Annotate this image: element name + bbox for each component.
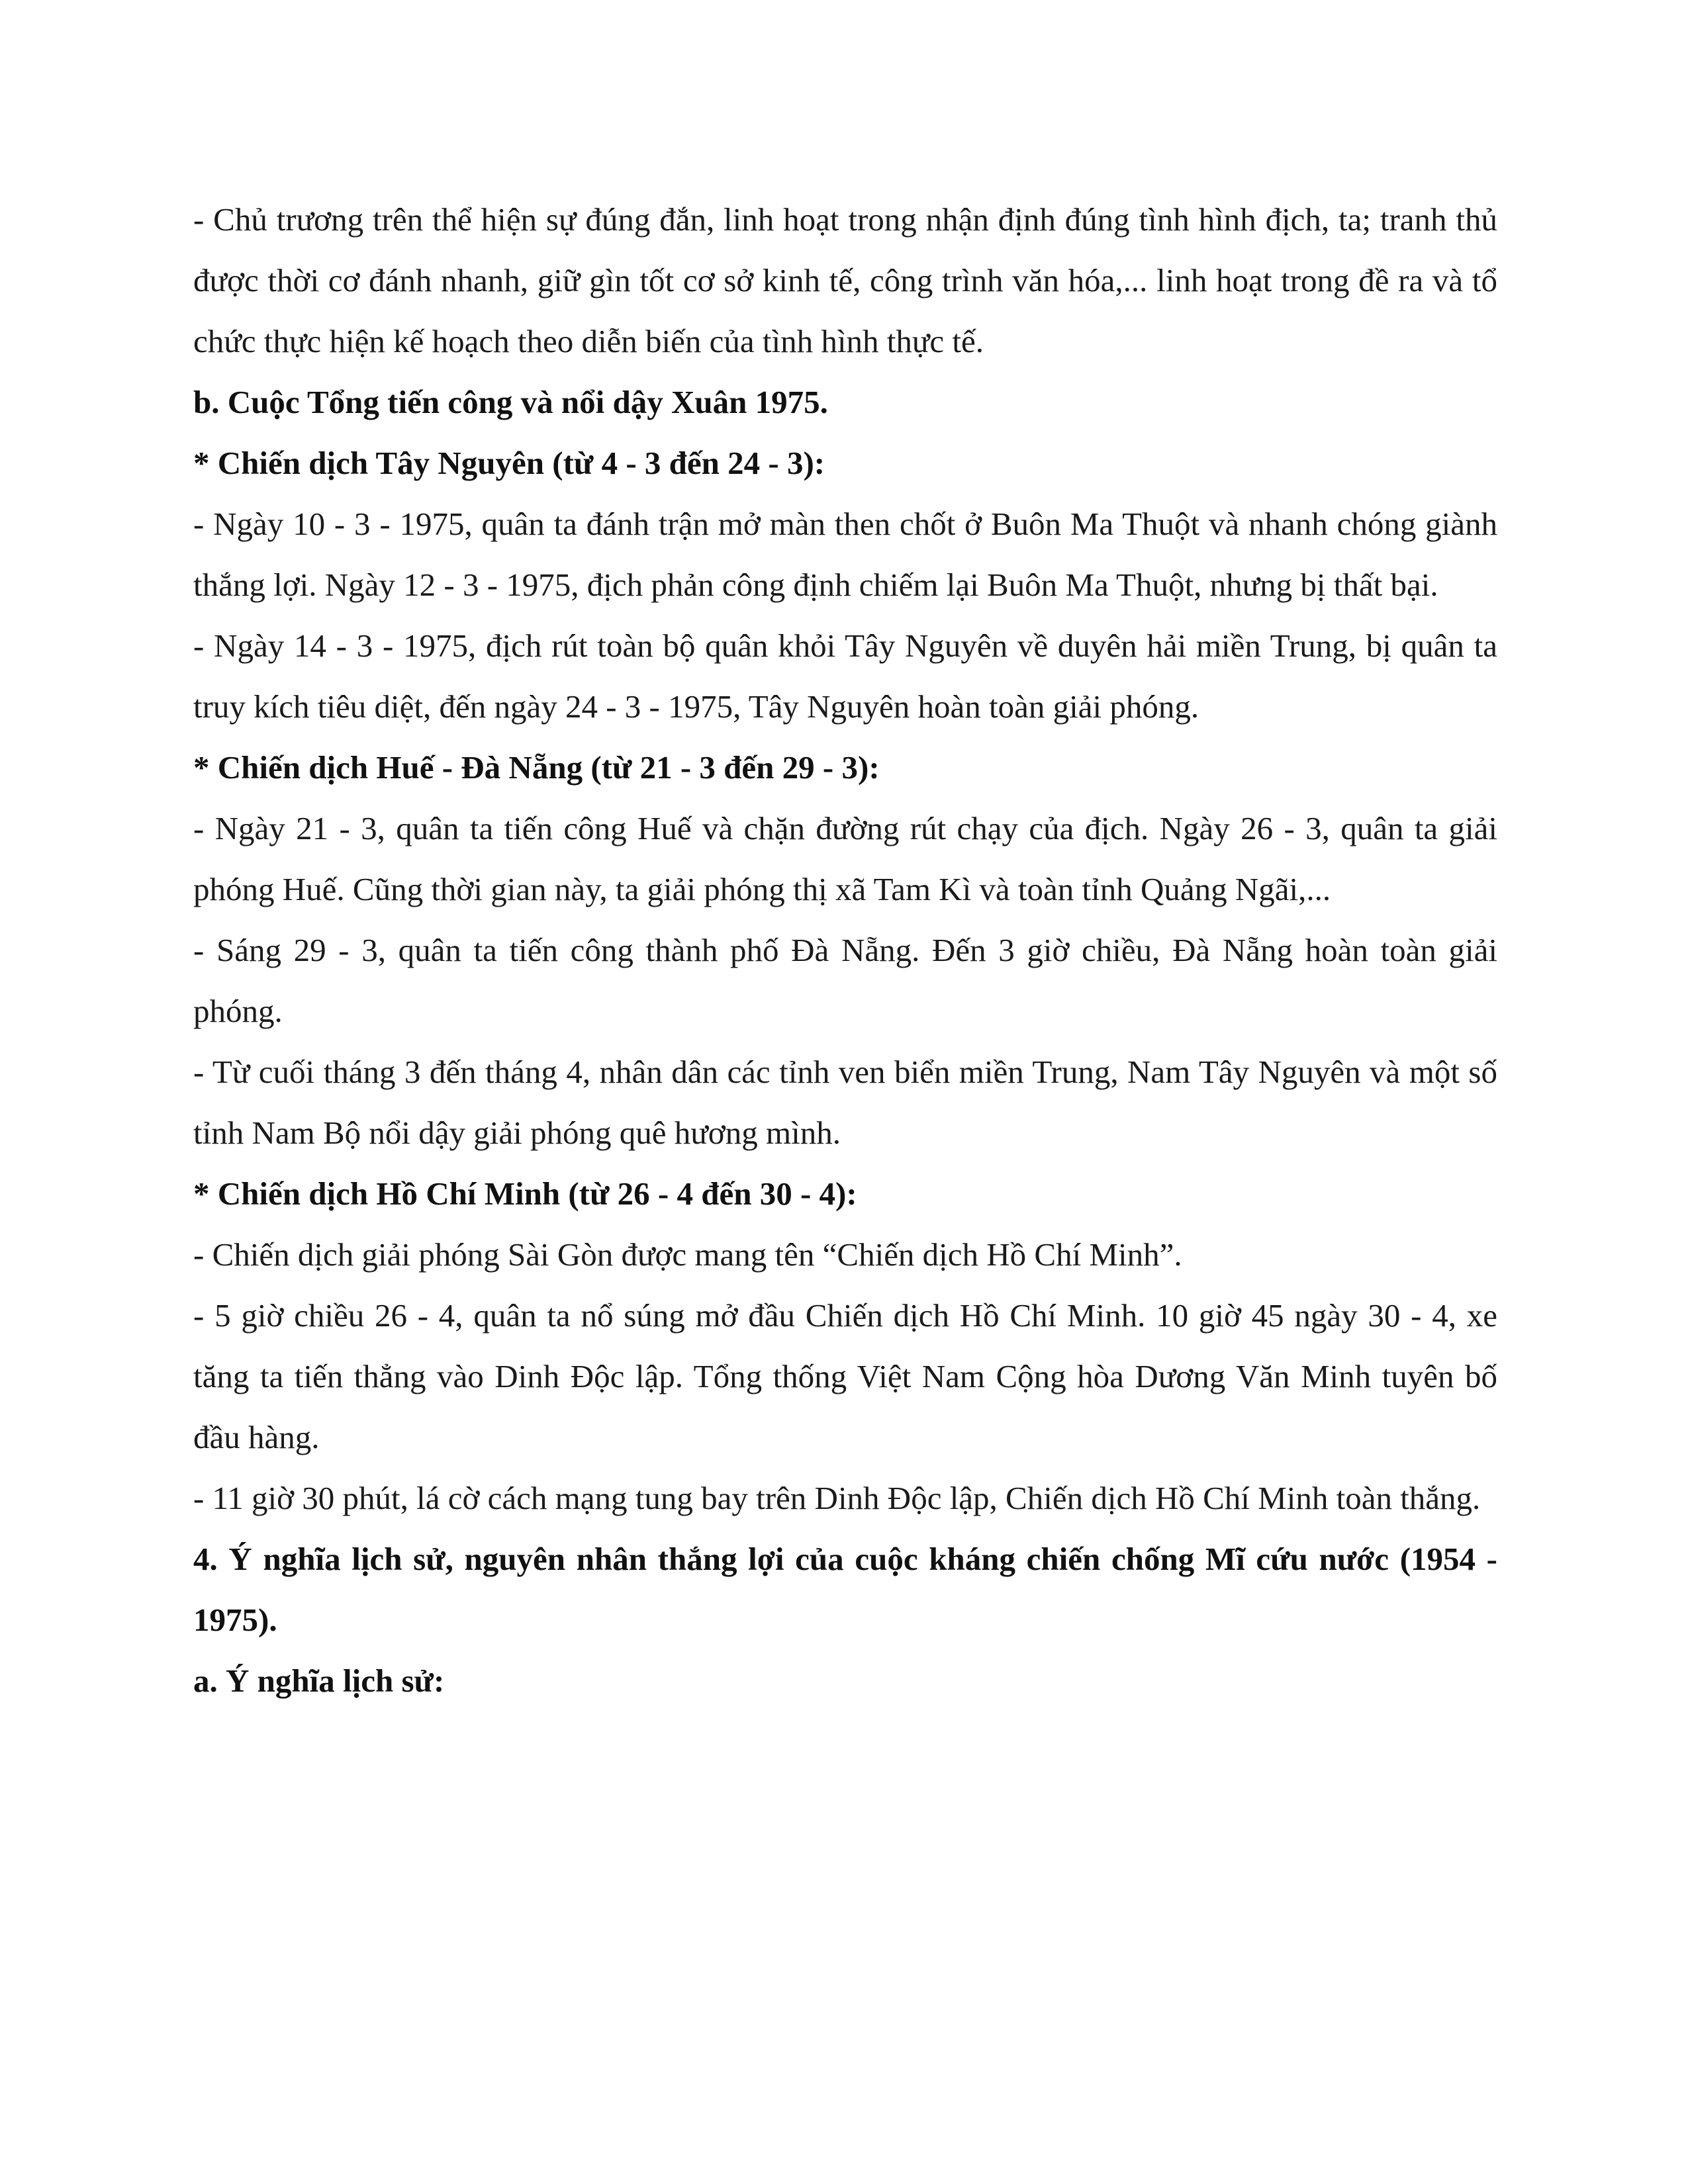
heading-historical-significance: a. Ý nghĩa lịch sử:: [193, 1662, 445, 1699]
heading-general-offensive-1975: b. Cuộc Tổng tiến công và nổi dậy Xuân 1975.: [193, 384, 828, 420]
paragraph-policy-assessment: - Chủ trương trên thể hiện sự đúng đắn, linh hoạt trong nhận định đúng tình hình địch, ta; tranh thủ được thời cơ đánh nhanh, giữ gìn tốt cơ sở kinh tế, công trình văn hóa,... linh hoạt trong đề ra và tổ chức thực hiện kế hoạch theo diễn biến của tình hình thực tế.: [193, 201, 1497, 359]
paragraph-hue-liberated: - Ngày 21 - 3, quân ta tiến công Huế và chặn đường rút chạy của địch. Ngày 26 - 3, quân ta giải phóng Huế. Cũng thời gian này, ta giải phóng thị xã Tam Kì và toàn tỉnh Quảng Ngãi,...: [193, 810, 1497, 907]
paragraph-victory-flag: - 11 giờ 30 phút, lá cờ cách mạng tung bay trên Dinh Độc lập, Chiến dịch Hồ Chí Minh toàn thắng.: [193, 1480, 1481, 1516]
document-page: [193, 189, 1497, 1711]
paragraph-independence-palace: - 5 giờ chiều 26 - 4, quân ta nổ súng mở đầu Chiến dịch Hồ Chí Minh. 10 giờ 45 ngày 30 - 4, xe tăng ta tiến thẳng vào Dinh Độc lập. Tổng thống Việt Nam Cộng hòa Dương Văn Minh tuyên bố đầu hàng.: [193, 1297, 1497, 1455]
heading-section-4-significance: 4. Ý nghĩa lịch sử, nguyên nhân thắng lợi của cuộc kháng chiến chống Mĩ cứu nước (1954 - 1975).: [193, 1541, 1497, 1638]
paragraph-tay-nguyen-liberated: - Ngày 14 - 3 - 1975, địch rút toàn bộ quân khỏi Tây Nguyên về duyên hải miền Trung, bị quân ta truy kích tiêu diệt, đến ngày 24 - 3 - 1975, Tây Nguyên hoàn toàn giải phóng.: [193, 627, 1497, 725]
paragraph-central-provinces-uprising: - Từ cuối tháng 3 đến tháng 4, nhân dân các tỉnh ven biển miền Trung, Nam Tây Nguyên và một số tỉnh Nam Bộ nổi dậy giải phóng quê hương mình.: [193, 1054, 1497, 1151]
heading-ho-chi-minh-campaign: * Chiến dịch Hồ Chí Minh (từ 26 - 4 đến 30 - 4):: [193, 1175, 857, 1212]
heading-tay-nguyen-campaign: * Chiến dịch Tây Nguyên (từ 4 - 3 đến 24 - 3):: [193, 445, 825, 481]
paragraph-da-nang-liberated: - Sáng 29 - 3, quân ta tiến công thành phố Đà Nẵng. Đến 3 giờ chiều, Đà Nẵng hoàn toàn giải phóng.: [193, 932, 1497, 1029]
paragraph-campaign-name: - Chiến dịch giải phóng Sài Gòn được mang tên “Chiến dịch Hồ Chí Minh”.: [193, 1236, 1182, 1273]
heading-hue-da-nang-campaign: * Chiến dịch Huế - Đà Nẵng (từ 21 - 3 đến 29 - 3):: [193, 749, 880, 786]
paragraph-buon-ma-thuot: - Ngày 10 - 3 - 1975, quân ta đánh trận mở màn then chốt ở Buôn Ma Thuột và nhanh chóng giành thắng lợi. Ngày 12 - 3 - 1975, địch phản công định chiếm lại Buôn Ma Thuột, nhưng bị thất bại.: [193, 506, 1497, 603]
